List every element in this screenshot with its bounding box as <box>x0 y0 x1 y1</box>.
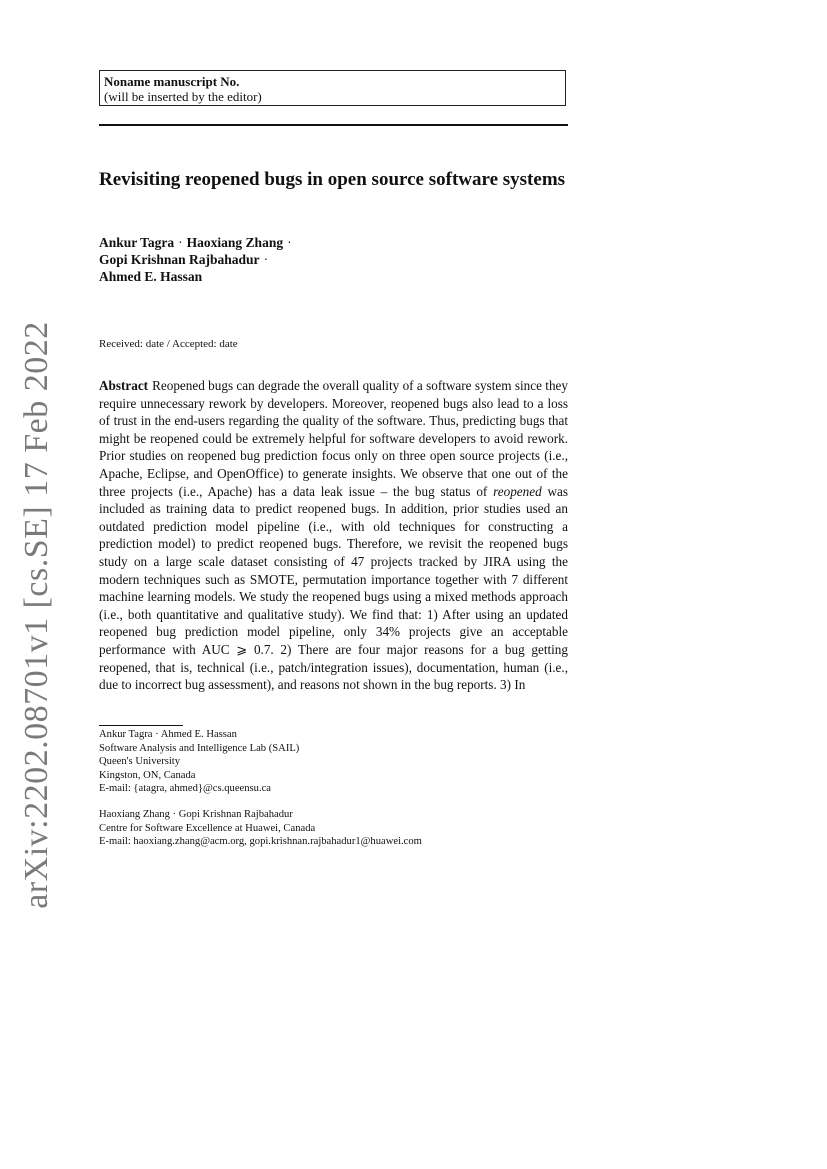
manuscript-info-box <box>99 70 566 106</box>
author-name: Ahmed E. Hassan <box>99 269 203 284</box>
arxiv-identifier: arXiv:2202.08701v1 [cs.SE] 17 Feb 2022 <box>18 321 55 909</box>
affiliation-authors: Ankur Tagra · Ahmed E. Hassan <box>99 729 237 740</box>
abstract-text: Reopened bugs can degrade the overall quality of a software system since they require unnecessary rework by developers. Moreover, reopened bugs also lead to a loss of trust in the end-users regarding the quality of the software. Thus, predicting bugs that might be reopened could be extremely helpful for software developers to avoid rework. Prior studies on reopened bug prediction focus only on three open source projects (i.e., Apache, Eclipse, and OpenOffice) to generate insights. We observe that one out of the three projects (i.e., Apache) has a data leak issue – the bug status of <box>99 378 568 499</box>
paper-title: Revisiting reopened bugs in open source software systems <box>99 169 566 190</box>
affiliation-authors: Haoxiang Zhang · Gopi Krishnan Rajbahadur <box>99 809 293 820</box>
header-rule <box>99 124 568 126</box>
author-name: Gopi Krishnan Rajbahadur <box>99 252 260 267</box>
author-list <box>99 234 569 285</box>
affiliation-block <box>99 808 569 849</box>
author-name: Ankur Tagra <box>99 235 175 250</box>
author-line-2 <box>99 251 569 268</box>
affiliation-line: Software Analysis and Intelligence Lab (SAIL) <box>99 742 300 754</box>
affiliation-line: Queen's University <box>99 756 181 768</box>
editor-note: (will be inserted by the editor) <box>104 89 262 104</box>
received-accepted-date: Received: date / Accepted: date <box>99 338 238 350</box>
author-line-1 <box>99 234 569 251</box>
abstract-text: was included as training data to predict reopened bugs. In addition, prior studies used an outdated prediction model pipeline (i.e., with old techniques for constructing a prediction model) to predict reopened bugs. Therefore, we revisit the reopened bugs study on a large scale dataset consisting of 47 projects tracked by JIRA using the modern techniques such as SMOTE, permutation importance together with 7 different machine learning models. We study the reopened bugs using a mixed methods approach (i.e., both quantitative and qualitative study). We find that: 1) After using an updated reopened bug prediction model pipeline, only 34% projects give an acceptable performance with AUC ⩾ 0.7. 2) There are four major reasons for a bug getting reopened, that is, technical (i.e., patch/integration issues), documentation, human (i.e., due to incorrect bug assessment), and reasons not shown in the bug reports. 3) In <box>99 483 569 693</box>
affiliation-email: E-mail: {atagra, ahmed}@cs.queensu.ca <box>99 783 271 795</box>
author-separator: · <box>178 235 183 250</box>
manuscript-number: Noname manuscript No. <box>104 74 240 89</box>
affiliation-line: Centre for Software Excellence at Huawei, Canada <box>99 822 316 834</box>
abstract <box>99 377 568 694</box>
footnote-rule <box>99 725 183 726</box>
author-separator: · <box>287 235 292 250</box>
abstract-label: Abstract <box>99 378 149 393</box>
author-separator: · <box>263 252 269 267</box>
abstract-emphasis: reopened <box>493 483 542 499</box>
affiliation-email: E-mail: haoxiang.zhang@acm.org, gopi.krishnan.rajbahadur1@huawei.com <box>99 836 422 848</box>
affiliation-block <box>99 728 569 796</box>
author-line-3 <box>99 268 569 285</box>
affiliation-line: Kingston, ON, Canada <box>99 769 196 781</box>
author-name: Haoxiang Zhang <box>186 235 284 250</box>
